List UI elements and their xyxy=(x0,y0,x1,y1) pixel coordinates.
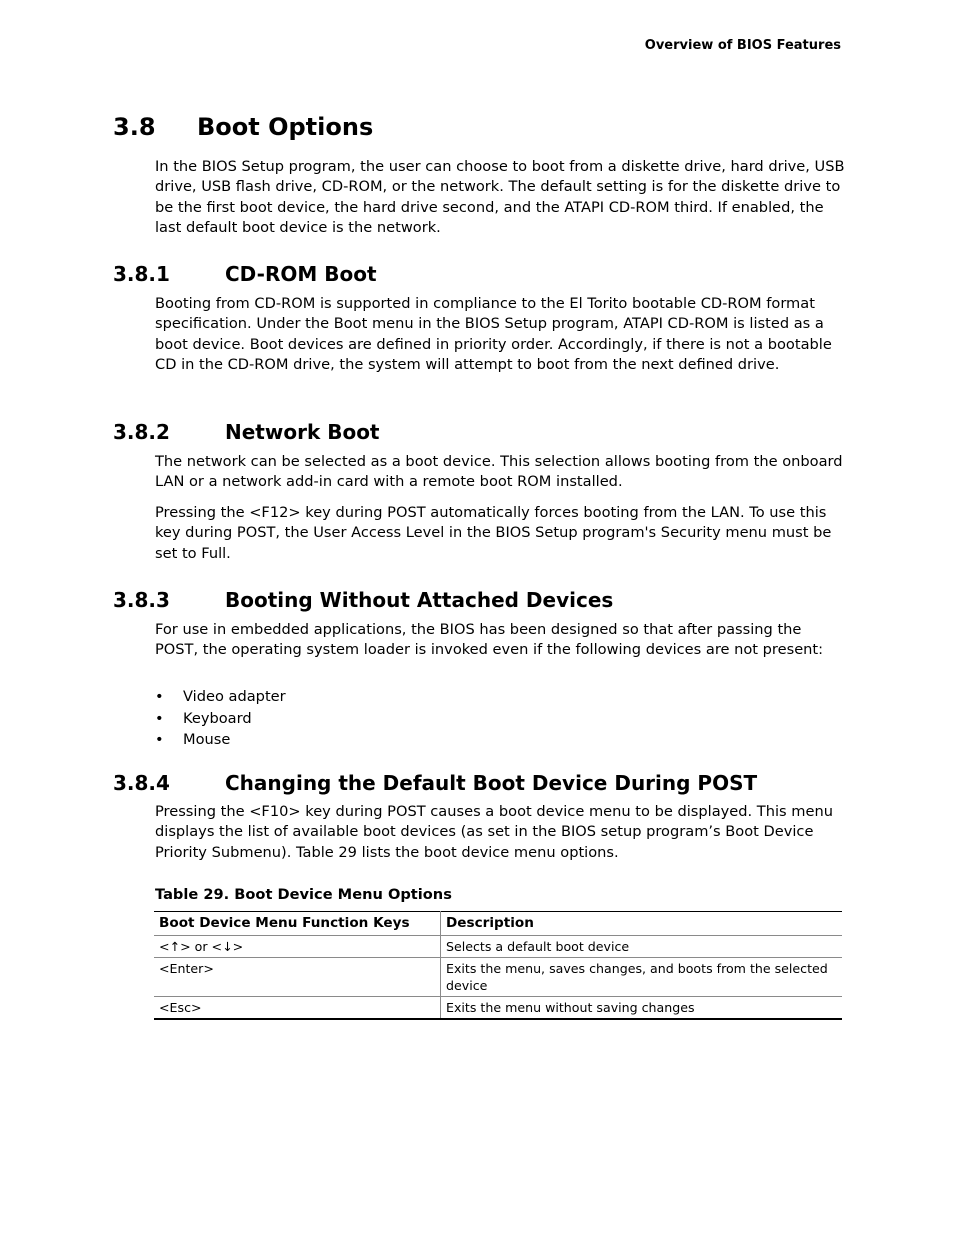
subsection-heading-no-devices xyxy=(113,588,613,612)
bullet-marker: • xyxy=(155,731,164,748)
cdrom-paragraph: Booting from CD-ROM is supported in compliance to the El Torito bootable CD-ROM format specification. Under the Boot menu in the BIOS Setup program, ATAPI CD-ROM is listed as a boot device. Boot devices are defined in priority order. Accordingly, if there is not a bootable CD in the CD-ROM drive, the system will attempt to boot from the next defined drive. xyxy=(155,295,832,374)
bullet-marker: • xyxy=(155,709,164,727)
table-cell: Exits the menu without saving changes xyxy=(441,997,843,1020)
subsection-heading-network xyxy=(113,420,380,444)
subsection-number: 3.8.2 xyxy=(113,420,170,444)
subsection-number: 3.8.3 xyxy=(113,588,170,612)
subsection-number: 3.8.1 xyxy=(113,262,170,286)
no-devices-paragraph: For use in embedded applications, the BIOS has been designed so that after passing the POST, the operating system loader is invoked even if the following devices are not present: xyxy=(155,621,824,659)
list-item: • Mouse xyxy=(155,729,286,751)
table-cell: <↑> or <↓> xyxy=(154,936,441,958)
list-item: • Keyboard xyxy=(155,708,286,730)
device-bullet-list xyxy=(155,686,286,751)
table-row xyxy=(154,997,842,1020)
default-boot-paragraph: Pressing the <F10> key during POST causes a boot device menu to be displayed. This menu displays the list of available boot devices (as set in the BIOS setup program’s Boot Device Priority Submenu). Table 29 lists the boot device menu options. xyxy=(155,803,833,861)
running-header: Overview of BIOS Features xyxy=(644,38,841,53)
subsection-heading-default-boot xyxy=(113,771,757,795)
table-header-cell: Boot Device Menu Function Keys xyxy=(154,912,441,936)
subsection-title: Booting Without Attached Devices xyxy=(225,588,614,612)
table-cell: Selects a default boot device xyxy=(441,936,843,958)
network-paragraph-2: Pressing the <F12> key during POST automatically forces booting from the LAN. To use this key during POST, the User Access Level in the BIOS Setup program's Security menu must be set to Full. xyxy=(155,504,832,562)
table-cell: <Esc> xyxy=(154,997,441,1020)
table-row xyxy=(154,936,842,958)
table-header-cell: Description xyxy=(441,912,843,936)
section-number: 3.8 xyxy=(113,113,156,141)
bullet-marker: • xyxy=(155,688,164,705)
boot-device-menu-table xyxy=(154,911,842,1020)
table-cell: <Enter> xyxy=(154,958,441,997)
subsection-number: 3.8.4 xyxy=(113,771,170,795)
table-caption: Table 29. Boot Device Menu Options xyxy=(155,886,452,903)
network-paragraph-1: The network can be selected as a boot device. This selection allows booting from the onboard LAN or a network add-in card with a remote boot ROM installed. xyxy=(155,453,843,491)
table-header-row xyxy=(154,912,842,936)
subsection-title: Network Boot xyxy=(225,420,380,444)
section-heading xyxy=(113,113,373,141)
subsection-heading-cdrom xyxy=(113,262,377,286)
section-title: Boot Options xyxy=(197,113,374,141)
section-intro: In the BIOS Setup program, the user can choose to boot from a diskette drive, hard drive, USB drive, USB flash drive, CD-ROM, or the network. The default setting is for the diskette drive to be the first boot device, the hard drive second, and the ATAPI CD-ROM third. If enabled, the last default boot device is the network. xyxy=(155,158,845,237)
table-row xyxy=(154,958,842,997)
subsection-title: Changing the Default Boot Device During POST xyxy=(225,771,758,795)
list-item: • Video adapter xyxy=(155,686,286,708)
table-cell: Exits the menu, saves changes, and boots from the selected device xyxy=(441,958,843,997)
subsection-title: CD-ROM Boot xyxy=(225,262,377,286)
